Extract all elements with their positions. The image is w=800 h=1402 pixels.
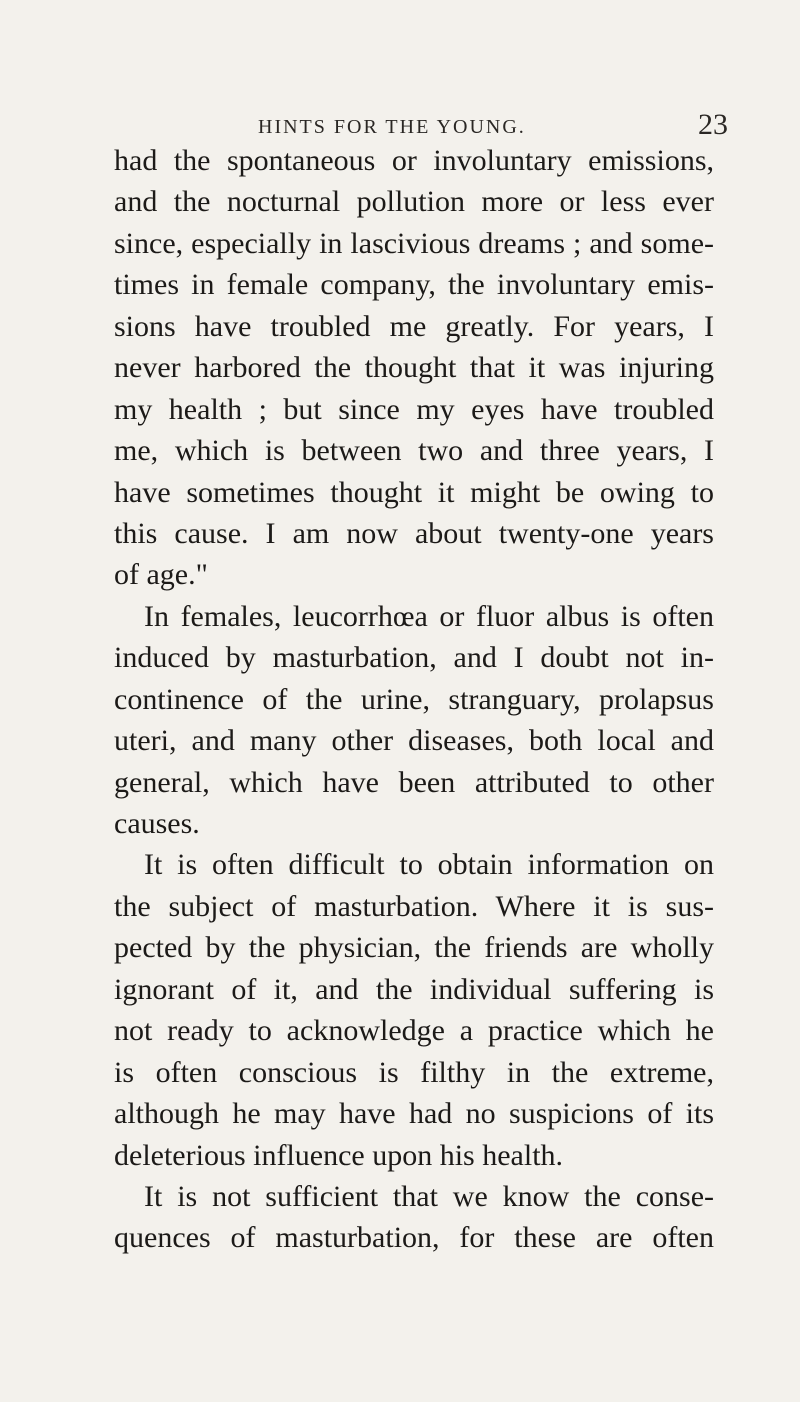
text-line: have sometimes thought it might be owing to	[114, 475, 714, 509]
paragraph-first-line: It is often difficult to obtain information on	[144, 848, 714, 882]
text-line: had the spontaneous or involuntary emissions,	[114, 144, 714, 177]
text-line: times in female company, the involuntary emis-	[114, 268, 714, 302]
text-line: quences of masturbation, for these are often	[114, 1221, 714, 1255]
text-line: this cause. I am now about twenty-one years	[114, 516, 714, 550]
text-line: since, especially in lascivious dreams ; and some-	[114, 226, 714, 260]
text-line: of age."	[114, 558, 208, 592]
paragraph-first-line: It is not sufficient that we know the conse-	[144, 1179, 714, 1213]
text-line: sions have troubled me greatly. For years, I	[114, 309, 714, 343]
text-line: deleterious influence upon his health.	[114, 1138, 564, 1172]
text-line: ignorant of it, and the individual suffering is	[114, 972, 714, 1006]
text-line: never harbored the thought that it was injuring	[114, 351, 714, 385]
page-number: 23	[698, 108, 728, 141]
text-line: my health ; but since my eyes have troubled	[114, 392, 714, 426]
body-text	[114, 140, 714, 1259]
text-line: uteri, and many other diseases, both local and	[114, 724, 714, 758]
text-line: the subject of masturbation. Where it is sus-	[114, 889, 714, 923]
text-line: continence of the urine, stranguary, prolapsus	[114, 682, 714, 716]
text-line: is often conscious is filthy in the extreme,	[114, 1055, 714, 1089]
text-line: general, which have been attributed to other	[114, 765, 714, 799]
text-line: pected by the physician, the friends are wholly	[114, 931, 714, 965]
text-line: induced by masturbation, and I doubt not in-	[114, 641, 714, 675]
text-line: although he may have had no suspicions of its	[114, 1097, 714, 1131]
text-line: me, which is between two and three years, I	[114, 434, 714, 468]
text-line: not ready to acknowledge a practice which he	[114, 1014, 714, 1048]
text-line: and the nocturnal pollution more or less ever	[114, 185, 714, 219]
paragraph-first-line: In females, leucorrhœa or fluor albus is often	[144, 599, 714, 633]
text-line: causes.	[114, 807, 200, 840]
running-head: HINTS FOR THE YOUNG.	[258, 116, 526, 138]
